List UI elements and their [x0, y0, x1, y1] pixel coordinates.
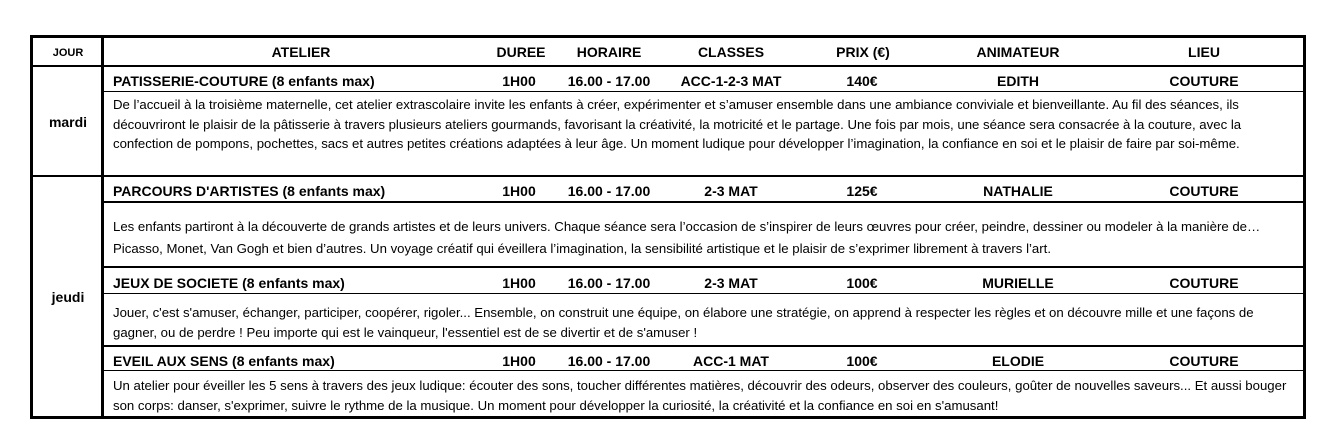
row-divider — [104, 266, 1303, 268]
atelier-lieu: COUTURE — [1169, 183, 1239, 199]
header-prix: PRIX (€) — [836, 44, 890, 60]
atelier-classes: ACC-1-2-3 MAT — [680, 73, 782, 89]
atelier-description: Un atelier pour éveiller les 5 sens à travers des jeux ludique: écouter des sons, toucher différentes matières, découvrir des odeurs, observer des couleurs, goûter de nouvelles saveurs... Et aussi bouger son corps: danser, s'exprimer, suivre le rythme de la musique. Un moment pour développer la curiosité, la créativité et la confiance en soi en s'amusant! — [113, 378, 1287, 413]
atelier-prix: 140€ — [846, 73, 878, 89]
atelier-animateur: NATHALIE — [983, 183, 1053, 199]
atelier-description: Jouer, c'est s'amuser, échanger, participer, coopérer, rigoler... Ensemble, on construit une équipe, on élabore une stratégie, on apprend à respecter les règles et on découvre mille et une façons de gagner, ou de perdre ! Peu importe qui est le vainqueur, l'essentiel est de se divertir et de s'amuser ! — [113, 305, 1254, 340]
atelier-duree: 1H00 — [502, 275, 536, 291]
atelier-duree: 1H00 — [502, 73, 536, 89]
atelier-horaire: 16.00 - 17.00 — [567, 275, 651, 291]
atelier-lieu: COUTURE — [1169, 353, 1239, 369]
atelier-horaire: 16.00 - 17.00 — [567, 183, 651, 199]
atelier-description: Les enfants partiront à la découverte de grands artistes et de leurs univers. Chaque séance sera l’occasion de s’inspirer de leurs œuvres pour créer, peindre, dessiner ou modeler à la manière de… Picasso, Monet, Van Gogh et bien d’autres. Un voyage créatif qui éveillera l’imagination, la sensibilité artistique et le plaisir de s’exprimer librement à travers l’art. — [113, 219, 1261, 256]
atelier-classes: 2-3 MAT — [704, 183, 758, 199]
atelier-prix: 100€ — [846, 353, 878, 369]
day-divider — [33, 175, 1303, 177]
header-divider — [33, 65, 1303, 67]
atelier-classes: 2-3 MAT — [704, 275, 758, 291]
header-horaire: HORAIRE — [576, 44, 642, 60]
activities-table — [30, 35, 1306, 419]
atelier-lieu: COUTURE — [1169, 73, 1239, 89]
header-jour: JOUR — [52, 47, 84, 59]
atelier-animateur: MURIELLE — [982, 275, 1054, 291]
atelier-duree: 1H00 — [502, 353, 536, 369]
day-mardi: mardi — [48, 114, 88, 130]
row-divider — [104, 370, 1303, 371]
row-divider — [104, 345, 1303, 347]
atelier-horaire: 16.00 - 17.00 — [567, 353, 651, 369]
atelier-duree: 1H00 — [502, 183, 536, 199]
atelier-description: De l’accueil à la troisième maternelle, cet atelier extrascolaire invite les enfants à créer, expérimenter et s’amuser ensemble dans une ambiance conviviale et bienveillante. Au fil des séances, ils découvriront le plaisir de la pâtisserie à travers plusieurs ateliers gourmands, favorisant la créativité, la motricité et le partage. Une fois par mois, une séance sera consacrée à la couture, avec la confection de pompons, pochettes, sacs et autres petites créations adaptées à leur âge. Un moment ludique pour développer l’imagination, la confiance en soi et le plaisir de faire par soi-même. — [113, 97, 1242, 151]
day-jeudi: jeudi — [51, 289, 85, 305]
atelier-animateur: ELODIE — [991, 353, 1045, 369]
header-classes: CLASSES — [697, 44, 765, 60]
atelier-prix: 100€ — [846, 275, 878, 291]
row-divider — [104, 293, 1303, 294]
atelier-classes: ACC-1 MAT — [693, 353, 769, 369]
row-divider — [104, 201, 1303, 203]
header-duree: DUREE — [496, 44, 546, 60]
header-atelier: ATELIER — [271, 44, 331, 60]
atelier-name: PATISSERIE-COUTURE (8 enfants max) — [113, 73, 375, 89]
day-column-divider — [101, 38, 104, 416]
atelier-horaire: 16.00 - 17.00 — [567, 73, 651, 89]
header-lieu: LIEU — [1188, 44, 1220, 60]
atelier-prix: 125€ — [846, 183, 878, 199]
row-divider — [104, 91, 1303, 92]
atelier-name: JEUX DE SOCIETE (8 enfants max) — [113, 275, 345, 291]
atelier-lieu: COUTURE — [1169, 275, 1239, 291]
atelier-name: EVEIL AUX SENS (8 enfants max) — [113, 353, 335, 369]
atelier-name: PARCOURS D'ARTISTES (8 enfants max) — [113, 183, 386, 199]
header-animateur: ANIMATEUR — [976, 44, 1060, 60]
atelier-animateur: EDITH — [997, 73, 1039, 89]
